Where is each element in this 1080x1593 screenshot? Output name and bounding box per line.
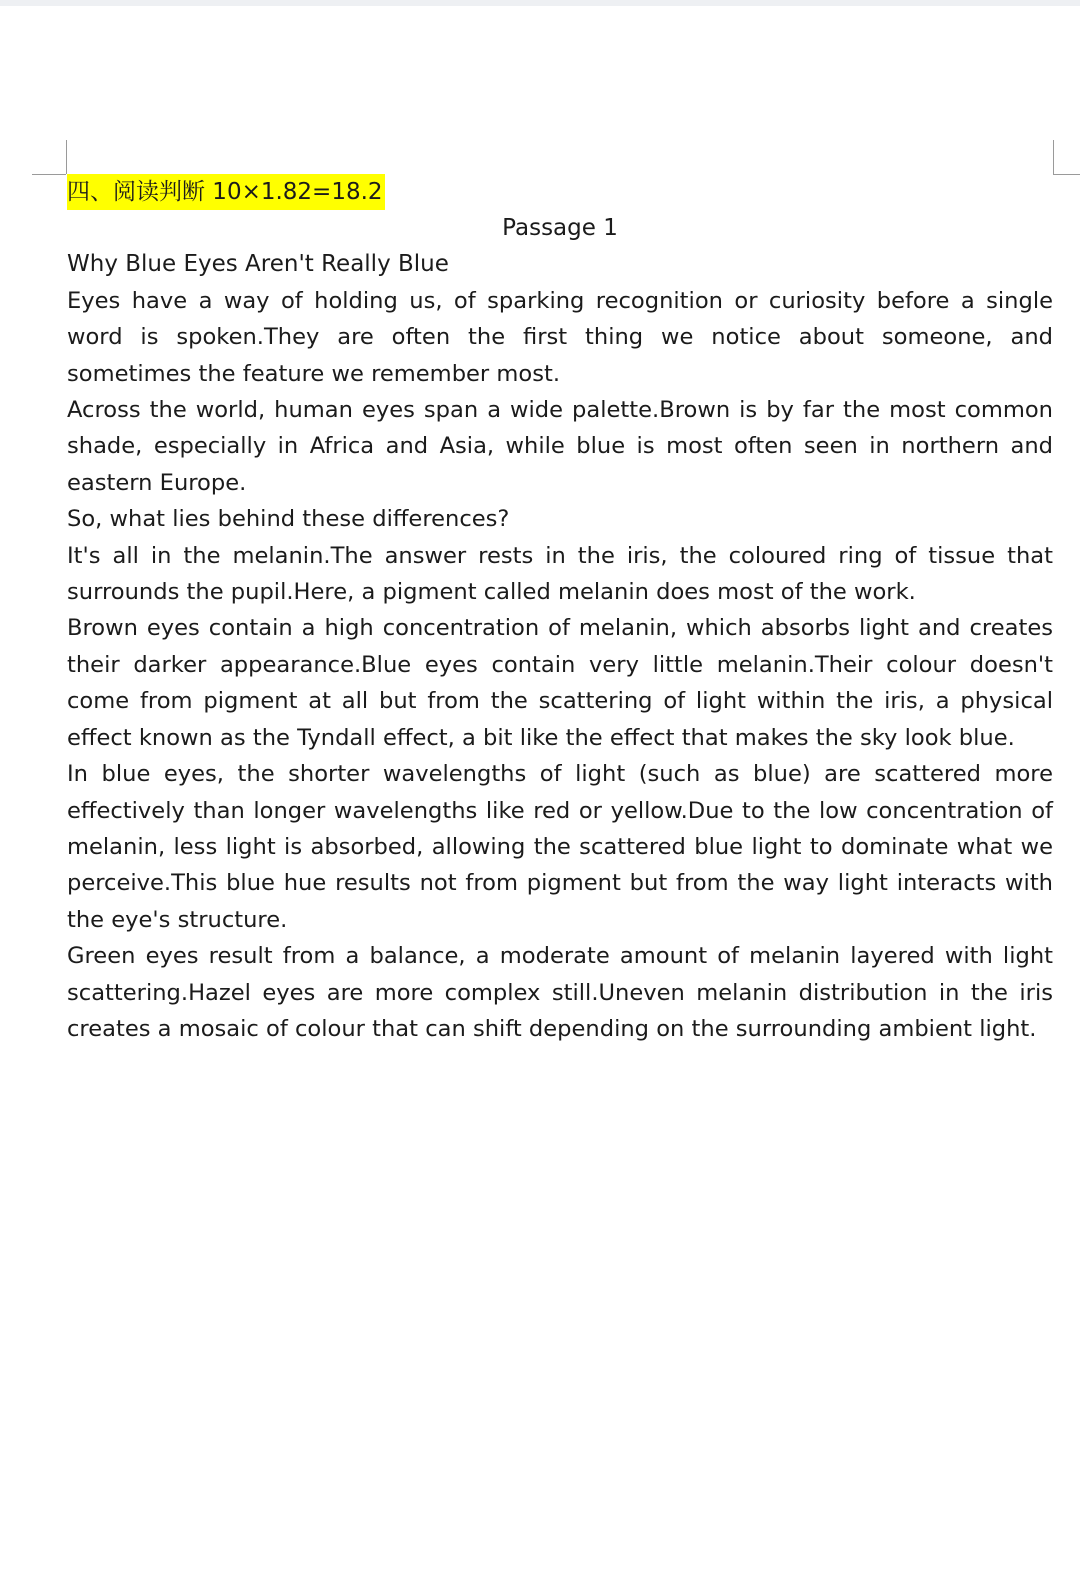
- paragraph-6: In blue eyes, the shorter wavelengths of light (such as blue) are scattered more effectively than longer wavelengths like red or yellow.Due to the low concentration of melanin, less light is absorbed, allowing the scattered blue light to dominate what we perceive.This blue hue results not from pigment but from the way light interacts with the eye's structure.: [67, 761, 1053, 933]
- crop-mark-top-left-vertical: [66, 140, 67, 174]
- crop-mark-top-right-horizontal: [1053, 174, 1080, 175]
- passage-title: Why Blue Eyes Aren't Really Blue: [67, 251, 449, 278]
- document-body: [67, 174, 1053, 1047]
- crop-mark-top-left-horizontal: [32, 174, 66, 175]
- section-heading-row: [67, 174, 1053, 210]
- paragraph-5: Brown eyes contain a high concentration of melanin, which absorbs light and creates their darker appearance.Blue eyes contain very little melanin.Their colour doesn't come from pigment at all but from the scattering of light within the iris, a physical effect known as the Tyndall effect, a bit like the effect that makes the sky look blue.: [67, 615, 1053, 751]
- section-heading: 四、阅读判断 10×1.82=18.2: [67, 174, 385, 210]
- paragraph-1: Eyes have a way of holding us, of sparking recognition or curiosity before a single word is spoken.They are often the first thing we notice about someone, and sometimes the feature we remember most.: [67, 287, 1053, 387]
- crop-mark-top-right-vertical: [1053, 140, 1054, 174]
- paragraph-3: So, what lies behind these differences?: [67, 506, 510, 533]
- paragraph-2: Across the world, human eyes span a wide palette.Brown is by far the most common shade, especially in Africa and Asia, while blue is most often seen in northern and eastern Europe.: [67, 397, 1053, 496]
- paragraph-4: It's all in the melanin.The answer rests in the iris, the coloured ring of tissue that surrounds the pupil.Here, a pigment called melanin does most of the work.: [67, 542, 1053, 606]
- paragraph-7: Green eyes result from a balance, a moderate amount of melanin layered with light scattering.Hazel eyes are more complex still.Uneven melanin distribution in the iris creates a mosaic of colour that can shift depending on the surrounding ambient light.: [67, 943, 1053, 1042]
- passage-label: Passage 1: [502, 215, 618, 241]
- viewer-top-strip: [0, 0, 1080, 6]
